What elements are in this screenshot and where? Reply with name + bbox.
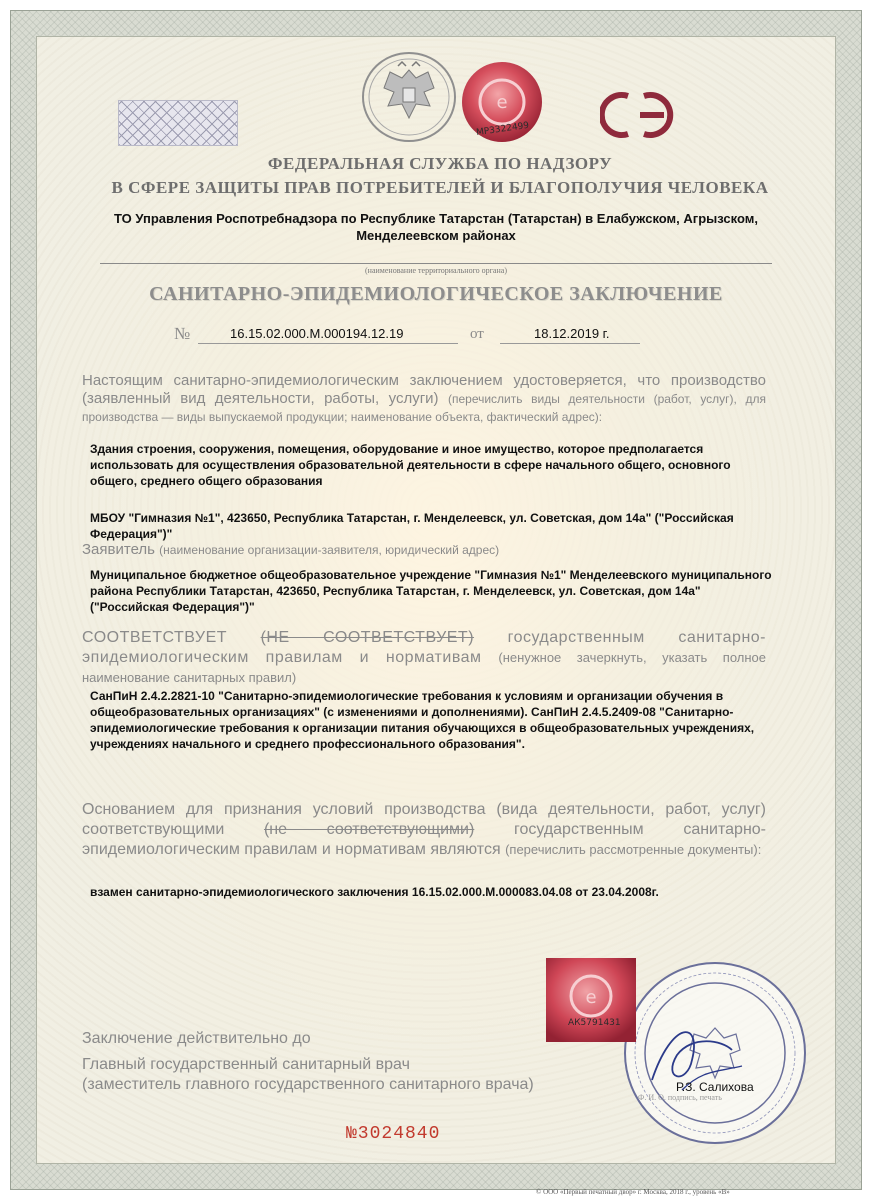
eagle-emblem-icon	[358, 48, 460, 146]
conformity-rest: государственным санитарно-эпидемиологическим правилам и нормативам	[82, 629, 766, 666]
organ-caption: (наименование территориального органа)	[365, 266, 507, 275]
production-address: МБОУ "Гимназия №1", 423650, Республика Татарстан, г. Менделеевск, ул. Советская, дом 14а" ("Российская Федерация")"	[90, 511, 734, 541]
applicant-value: Муниципальное бюджетное общеобразовательное учреждение "Гимназия №1" Менделеевского муниципального района Республики Татарстан, 423650, Республика Татарстан, г. Менделеевск, ул. Советская, дом 14а" ("Российская Федерация")"	[90, 568, 772, 614]
chief-doctor-title: Главный государственный санитарный врач	[82, 1056, 410, 1073]
production-intro-text: Настоящим санитарно-эпидемиологическим заключением удостоверяется, что производство (заявленный вид деятельности, работы, услуги)	[82, 372, 766, 407]
svg-text:е: е	[585, 987, 597, 1008]
conforms-word: СООТВЕТСТВУЕТ	[82, 629, 228, 646]
basis-text-before: Основанием для признания условий производства (вида деятельности, работ, услуг) соответствующими	[82, 801, 766, 838]
printer-imprint: © ООО «Первый печатный двор» г. Москва, 2018 г., уровень «В»	[536, 1188, 730, 1196]
document-number: 16.15.02.000.М.000194.12.19	[230, 326, 404, 341]
organ-underline	[100, 263, 772, 264]
se-mark-icon	[600, 90, 680, 140]
hologram-number: МР3322499	[475, 120, 530, 139]
sanitary-rules: СанПиН 2.4.2.2821-10 "Санитарно-эпидемиологические требования к условиям и организации обучения в общеобразовательных организациях" (с изменениями и дополнениями). СанПиН 2.4.5.2409-08 "Санитарно-эпидемиологические требования к организации питания обучающихся в общеобразовательных учреждениях, учреждениях начального и среднего профессионального образования".	[90, 689, 755, 751]
form-serial-number: №3024840	[346, 1124, 441, 1144]
conformity-statement	[82, 628, 766, 688]
applicant-label: Заявитель	[82, 541, 155, 558]
production-intro-hint: (перечислить виды деятельности (работ, услуг), для производства — виды выпускаемой продукции; наименование объекта, фактический адрес):	[82, 392, 766, 424]
date-underline	[500, 343, 640, 344]
deputy-doctor-title: (заместитель главного государственного санитарного врача)	[82, 1076, 534, 1093]
hologram-bottom-number: АК5791431	[568, 1018, 621, 1028]
number-sign: №	[174, 324, 191, 343]
document-title: САНИТАРНО-ЭПИДЕМИОЛОГИЧЕСКОЕ ЗАКЛЮЧЕНИЕ	[149, 283, 723, 305]
applicant-label-row	[82, 541, 766, 559]
applicant-hint: (наименование организации-заявителя, юридический адрес)	[159, 543, 500, 557]
basis-hint: (перечислить рассмотренные документы):	[505, 842, 762, 857]
hologram-sticker-bottom-icon	[544, 956, 638, 1044]
agency-name-line2: В СФЕРЕ ЗАЩИТЫ ПРАВ ПОТРЕБИТЕЛЕЙ И БЛАГОПОЛУЧИЯ ЧЕЛОВЕКА	[111, 178, 769, 197]
svg-text:е: е	[496, 92, 508, 113]
valid-until-label: Заключение действительно до	[82, 1030, 311, 1047]
basis-struck: (не соответствующими)	[263, 821, 475, 838]
date-prefix: от	[470, 326, 484, 342]
security-lattice	[118, 100, 238, 146]
document-date: 18.12.2019 г.	[534, 326, 610, 341]
number-underline	[198, 343, 458, 344]
conformity-hint: (ненужное зачеркнуть, указать полное наименование санитарных правил)	[82, 650, 766, 685]
not-conforms-struck: (НЕ СООТВЕТСТВУЕТ)	[260, 629, 475, 646]
basis-documents: взамен санитарно-эпидемиологического заключения 16.15.02.000.М.000083.04.08 от 23.04.2008г.	[90, 885, 659, 899]
basis-text-after: государственным санитарно-эпидемиологическим правилам и нормативам являются	[82, 821, 766, 858]
signer-name: Р.З. Салихова	[676, 1080, 754, 1094]
basis-statement	[82, 800, 766, 860]
production-intro	[82, 372, 766, 426]
signature-caption: Ф. И. О. подпись, печать	[638, 1093, 722, 1102]
agency-name-line1: ФЕДЕРАЛЬНАЯ СЛУЖБА ПО НАДЗОРУ	[267, 154, 613, 173]
production-objects: Здания строения, сооружения, помещения, оборудование и иное имущество, которое предполагается использовать для осуществления образовательной деятельности в сфере начального общего, основного общего, среднего общего образования	[90, 442, 731, 488]
territorial-organ: ТО Управления Роспотребнадзора по Республике Татарстан (Татарстан) в Елабужском, Агрызском, Менделеевском районах	[114, 211, 758, 243]
